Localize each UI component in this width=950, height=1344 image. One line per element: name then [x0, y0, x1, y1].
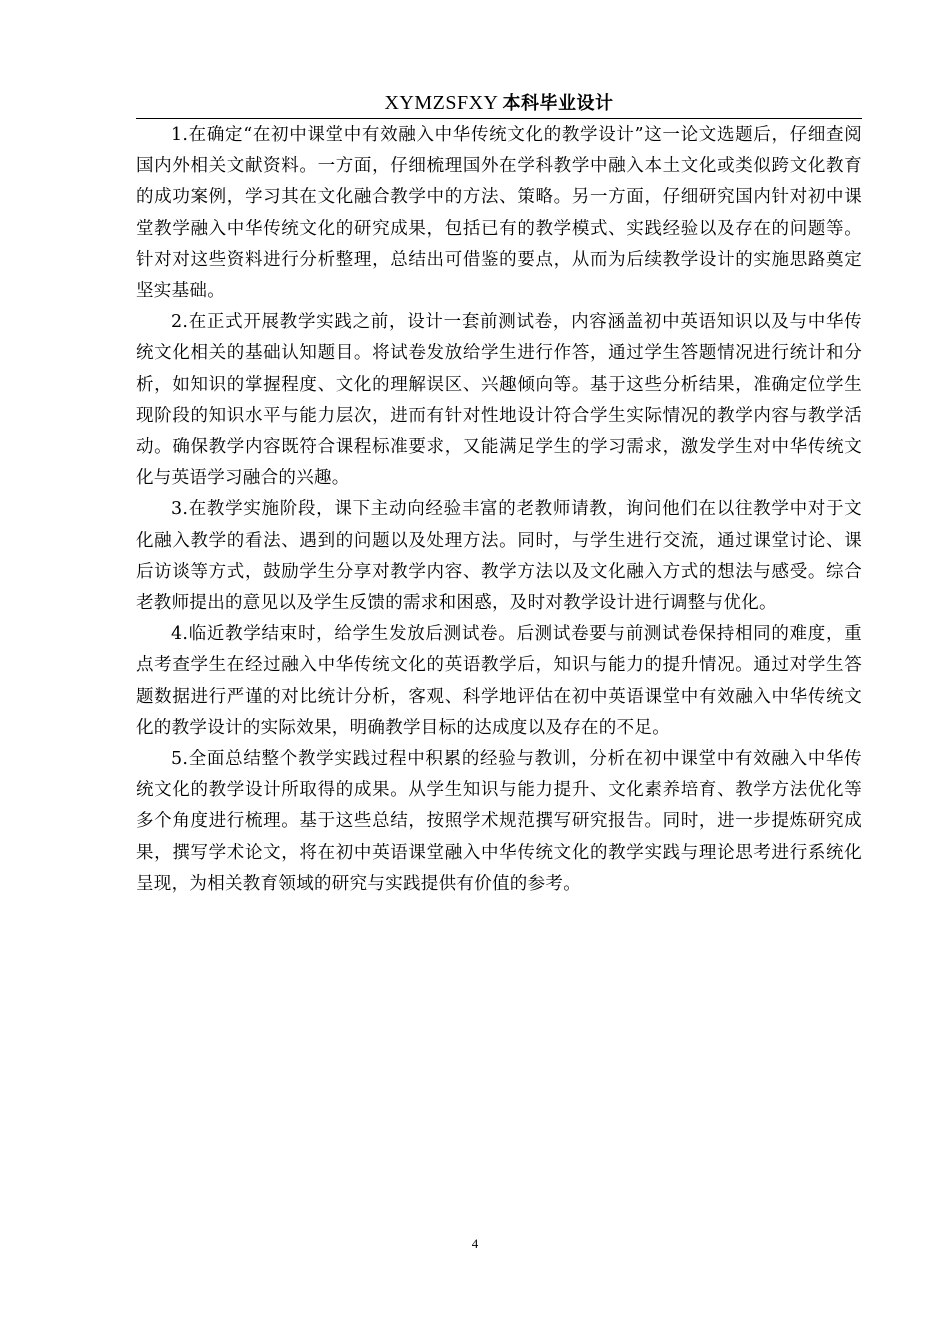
paragraph-2: 2.在正式开展教学实践之前，设计一套前测试卷，内容涵盖初中英语知识以及与中华传统文化相关的基础认知题目。将试卷发放给学生进行作答，通过学生答题情况进行统计和分析，如知识的掌握程度、文化的理解误区、兴趣倾向等。基于这些分析结果，准确定位学生现阶段的知识水平与能力层次，进而有针对性地设计符合学生实际情况的教学内容与教学活动。确保教学内容既符合课程标准要求，又能满足学生的学习需求，激发学生对中华传统文化与英语学习融合的兴趣。 — [136, 312, 862, 489]
paragraph-3: 3.在教学实施阶段，课下主动向经验丰富的老教师请教，询问他们在以往教学中对于文化融入教学的看法、遇到的问题以及处理方法。同时，与学生进行交流，通过课堂讨论、课后访谈等方式，鼓励学生分享对教学内容、教学方法以及文化融入方式的想法与感受。综合老教师提出的意见以及学生反馈的需求和困惑，及时对教学设计进行调整与优化。 — [136, 499, 862, 614]
page-number: 4 — [471, 1236, 479, 1251]
header-school-code: XYMZSFXY — [384, 92, 499, 114]
header-doc-type: 本科毕业设计 — [502, 93, 614, 114]
page-header — [136, 88, 862, 119]
header-title — [384, 88, 613, 119]
body-text — [136, 120, 862, 900]
paragraph-5: 5.全面总结整个教学实践过程中积累的经验与教训，分析在初中课堂中有效融入中华传统文化的教学设计所取得的成果。从学生知识与能力提升、文化素养培育、教学方法优化等多个角度进行梳理。基于这些总结，按照学术规范撰写研究报告。同时，进一步提炼研究成果，撰写学术论文，将在初中英语课堂融入中华传统文化的教学实践与理论思考进行系统化呈现，为相关教育领域的研究与实践提供有价值的参考。 — [136, 749, 862, 894]
paragraph-4: 4.临近教学结束时，给学生发放后测试卷。后测试卷要与前测试卷保持相同的难度，重点考查学生在经过融入中华传统文化的英语教学后，知识与能力的提升情况。通过对学生答题数据进行严谨的对比统计分析，客观、科学地评估在初中英语课堂中有效融入中华传统文化的教学设计的实际效果，明确教学目标的达成度以及存在的不足。 — [136, 624, 862, 738]
paragraph-1: 1.在确定“在初中课堂中有效融入中华传统文化的教学设计”这一论文选题后，仔细查阅国内外相关文献资料。一方面，仔细梳理国外在学科教学中融入本土文化或类似跨文化教育的成功案例，学习其在文化融合教学中的方法、策略。另一方面，仔细研究国内针对初中课堂教学融入中华传统文化的研究成果，包括已有的教学模式、实践经验以及存在的问题等。针对对这些资料进行分析整理，总结出可借鉴的要点，从而为后续教学设计的实施思路奠定坚实基础。 — [136, 125, 862, 302]
